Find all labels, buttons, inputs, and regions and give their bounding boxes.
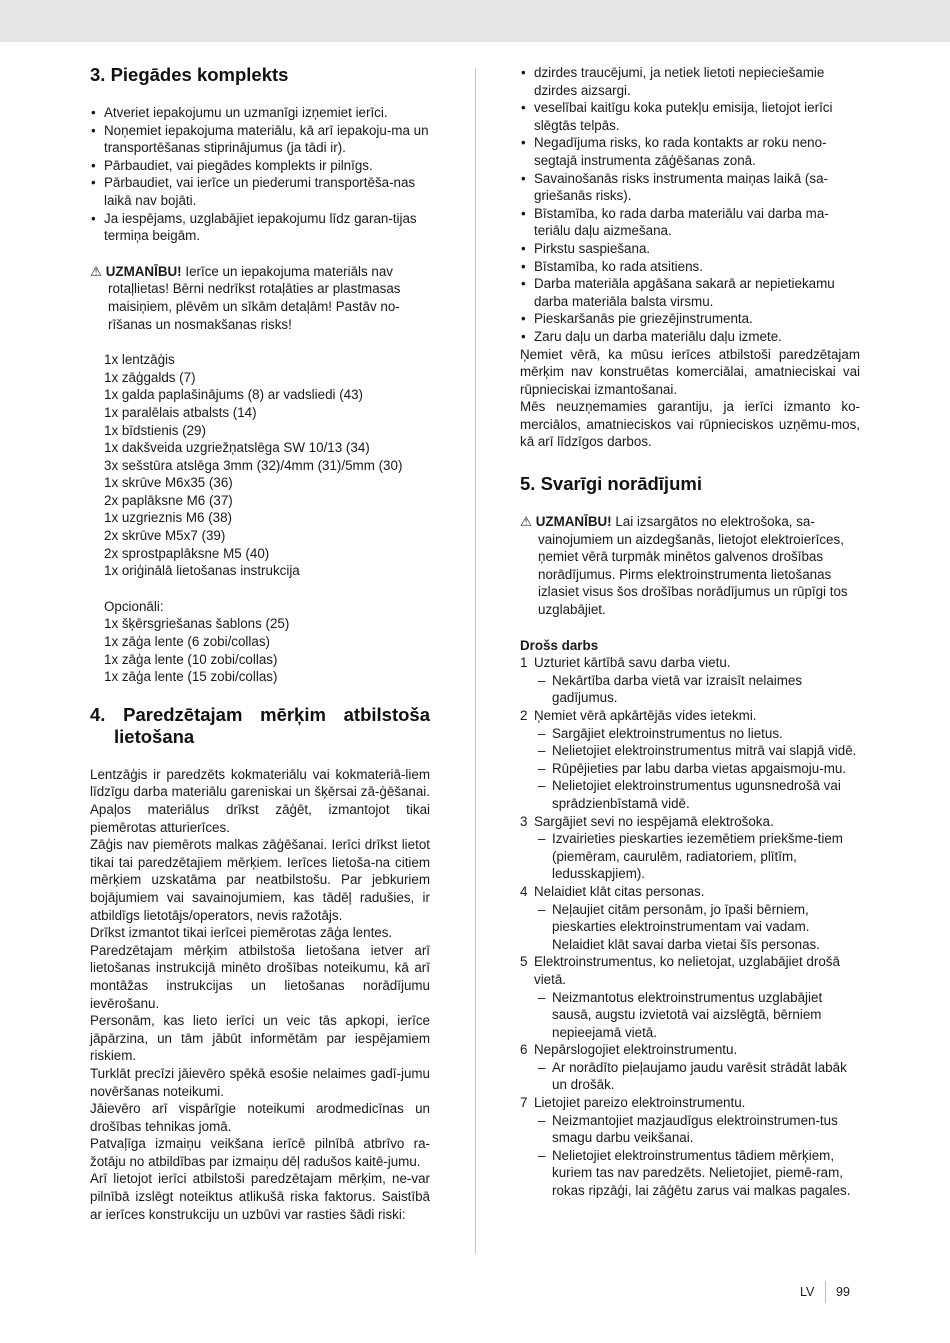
sub-item: – Nelietojiet elektroinstrumentus tādiem mērķiem, kuriem tas nav paredzēts. Nelietojiet, piemē-ram, rokas ripzāģi, lai zāģētu zarus vai malkas pagales. [520,1147,860,1200]
list-item: 2x paplāksne M6 (37) [104,492,233,508]
warning-triangle-icon: ⚠ [90,263,103,279]
optional-label: Opcionāli: [104,598,164,614]
list-item: • Pieskaršanās pie griezējinstrumenta. [520,310,860,328]
list-item: 1x skrūve M6x35 (36) [104,475,233,491]
section-3-list [90,104,430,245]
numbered-item [520,1094,860,1112]
paragraph: Ņemiet vērā, ka mūsu ierīces atbilstoši paredzētajam mērķim nav konstruētas komerciālai, amatnieciskai vai rūpnieciskai izmantošanai. [520,346,860,397]
paragraph: Turklāt precīzi jāievēro spēkā esošie nelaimes gadī-jumu novēršanas noteikumi. [90,1065,430,1099]
sub-item: – Ar norādīto pieļaujamo jaudu varēsit strādāt labāk un drošāk. [520,1059,860,1094]
page-number: 99 [836,1285,850,1299]
item-number: 2 [520,708,528,723]
numbered-item [520,813,860,831]
list-item: 1x paralēlais atbalsts (14) [104,404,257,420]
paragraph: Lentzāģis ir paredzēts kokmateriālu vai kokmateriā-liem līdzīgu darba materiālu gareniskai un šķērsai zā-ģēšanai. Apaļos materiālus drīkst zāģēt, izmantojot tikai piemērotas atturierīces. [90,766,430,835]
list-item: 1x galda paplašinājums (8) ar vadsliedi (43) [104,387,364,403]
item-number: 4 [520,883,528,899]
language-code: LV [800,1285,815,1299]
list-item: 1x zāģa lente (10 zobi/collas) [104,651,278,667]
list-item: • Negadījuma risks, ko rada kontakts ar roku neno-segtajā instrumenta zāģēšanas zonā. [520,134,860,169]
list-item: 1x zāģa lente (15 zobi/collas) [104,669,278,685]
item-number: 5 [520,954,528,970]
list-item: • Ja iespējams, uzglabājiet iepakojumu līdz garan-tijas termiņa beigām. [90,210,430,245]
paragraph: Patvaļīga izmaiņu veikšana ierīcē pilnībā atbrīvo ra-žotāju no atbildības par izmaiņu dēļ radušos kaitē-jumu. [90,1136,430,1169]
list-item: 2x sprostpaplāksne M5 (40) [104,545,270,561]
paragraph: Drīkst izmantot tikai ierīcei piemērotas zāģa lentes. [90,925,393,941]
list-item: • Bīstamība, ko rada darba materiālu vai darba ma-teriālu daļu aizmešana. [520,205,860,240]
list-item: 3x sešstūra atslēga 3mm (32)/4mm (31)/5mm (30) [104,457,403,473]
numbered-item [520,883,860,901]
item-text: Lietojiet pareizo elektroinstrumentu. [534,1095,746,1111]
top-band [0,0,950,42]
paragraph: Mēs neuzņemamies garantiju, ja ierīci izmanto ko-merciālos, amatnieciskos vai rūpnieciskos uzņēmu-mos, kā arī līdzīgos darbos. [520,399,860,450]
paragraph: Arī lietojot ierīci atbilstoši paredzētajam mērķim, ne-var pilnībā izslēgt noteiktus atlikušā riska faktorus. Saistībā ar ierīces konstrukciju un uzbūvi var rasties šādi riski: [90,1171,430,1222]
warning-triangle-icon: ⚠ [520,514,533,530]
paragraph: Paredzētajam mērķim atbilstoša lietošana ietver arī lietošanas instrukcijā minēto drošības noteikumu, kā arī montāžas instrukcijas un lietošanas norādījumu ievērošanu. [90,942,430,1011]
item-text: Nepārslogojiet elektroinstrumentu. [534,1042,738,1058]
list-item: • veselībai kaitīgu koka putekļu emisija, lietojot ierīci slēgtās telpās. [520,99,860,134]
list-item: 1x bīdstienis (29) [104,422,206,438]
item-number: 1 [520,655,528,671]
sub-item: – Sargājiet elektroinstrumentus no lietus. [520,725,860,743]
list-item: 1x zāģa lente (6 zobi/collas) [104,634,270,650]
numbered-item [520,953,860,988]
optional-list [90,598,430,686]
list-item: 2x skrūve M5x7 (39) [104,528,226,544]
risk-list [520,64,860,346]
section-4-heading: 4. Paredzētajam mērķim atbilstoša [90,703,430,725]
list-item: • Zaru daļu un darba materiālu daļu izmete. [520,328,860,346]
item-number: 7 [520,1095,528,1111]
page-footer [0,1284,950,1304]
list-item: 1x šķērsgriešanas šablons (25) [104,616,290,632]
list-item: • Bīstamība, ko rada atsitiens. [520,258,860,276]
sub-item: – Neizmantotus elektroinstrumentus uzglabājiet sausā, augstu izvietotā vai aizslēgtā, bērniem nepieejamā vietā. [520,989,860,1042]
warning-text: Ierīce un iepakojuma materiāls nav rotaļlietas! Bērni nedrīkst rotaļāties ar plastmasas maisiņiem, plēvēm un sīkām detaļām! Pastāv no-rīšanas un nosmakšanas risks! [108,263,401,332]
numbered-item [520,654,860,672]
list-item: • Savainošanās risks instrumenta maiņas laikā (sa-griešanās risks). [520,170,860,205]
list-item: • dzirdes traucējumi, ja netiek lietoti nepieciešamie dzirdes aizsargi. [520,64,860,99]
list-item: 1x lentzāģis [104,352,175,368]
sub-item: – Izvairieties pieskarties iezemētiem priekšme-tiem (piemēram, caurulēm, radiatoriem, plītīm, ledusskapjiem). [520,830,860,883]
list-item: 1x oriģinālā lietošanas instrukcija [104,563,300,579]
paragraph: Personām, kas lieto ierīci un veic tās apkopi, ierīce jāpārzina, un tām jābūt informētām par iespējamiem riskiem. [90,1013,430,1064]
sub-item: – Rūpējieties par labu darba vietas apgaismoju-mu. [520,760,860,778]
item-text: Nelaidiet klāt citas personas. [534,883,705,899]
warning-text: Lai izsargātos no elektrošoka, sa-vainojumiem un aizdegšanās, lietojot elektroierīces, ņemiet vērā turpmāk minētos galvenos drošības norādījumus. Pirms elektroinstrumenta lietošanas izlasiet visus šos drošības norādījumus un rūpīgi tos uzglabājiet. [538,514,848,618]
left-column [90,64,430,1223]
list-item: 1x zāģgalds (7) [104,369,196,385]
sub-item: – Nelietojiet elektroinstrumentus ugunsnedrošā vai sprādzienbīstamā vidē. [520,777,860,812]
item-text: Ņemiet vērā apkārtējās vides ietekmi. [534,708,757,723]
warning-label: UZMANĪBU! [105,263,182,279]
list-item: • Pirkstu saspiešana. [520,240,860,258]
sub-item: – Nekārtība darba vietā var izraisīt nelaimes gadījumus. [520,672,860,707]
sub-item: – Nelietojiet elektroinstrumentus mitrā vai slapjā vidē. [520,742,860,760]
kit-list [90,351,430,580]
footer-separator [825,1281,826,1303]
paragraph: Jāievēro arī vispārīgie noteikumi arodmedicīnas un drošības tehnikas jomā. [90,1101,430,1134]
item-text: Uzturiet kārtībā savu darba vietu. [534,655,731,671]
list-item: • Pārbaudiet, vai ierīce un piederumi transportēša-nas laikā nav bojāti. [90,174,430,209]
item-text: Sargājiet sevi no iespējamā elektrošoka. [534,813,774,829]
paragraph: Zāģis nav piemērots malkas zāģēšanai. Ierīci drīkst lietot tikai tai paredzētajiem mērķiem. Ierīces lietoša-na citiem mērķiem uzskatāma par neatbilstošu. Par jebkuriem bojājumiem vai savainojumiem, kas tādēļ radušies, ir atbildīgs lietotājs/operators, nevis ražotājs. [90,837,430,923]
section-3-heading: 3. Piegādes komplekts [90,64,289,85]
list-item: 1x uzgrieznis M6 (38) [104,510,233,526]
item-text: Elektroinstrumentus, ko nelietojat, uzglabājiet drošā vietā. [534,954,840,987]
list-item: • Atveriet iepakojumu un uzmanīgi izņemiet ierīci. [90,104,430,122]
section-4-heading-line2: lietošana [114,725,195,747]
warning-note [520,513,860,619]
right-column [520,64,860,1200]
sub-item: – Neļaujiet citām personām, jo īpaši bērniem, pieskarties elektroinstrumentam vai vadam. Nelaidiet klāt savai darba vietai šīs personas. [520,901,860,954]
subheading-safe-work: Drošs darbs [520,637,599,653]
column-divider [475,68,476,1254]
numbered-item [520,1041,860,1059]
warning-label: UZMANĪBU! [535,514,612,530]
list-item: • Pārbaudiet, vai piegādes komplekts ir pilnīgs. [90,157,430,175]
list-item: 1x dakšveida uzgriežņatslēga SW 10/13 (34) [104,440,370,456]
section-5-heading: 5. Svarīgi norādījumi [520,473,702,495]
sub-item: – Neizmantojiet mazjaudīgus elektroinstrumen-tus smagu darbu veikšanai. [520,1112,860,1147]
item-number: 3 [520,813,528,829]
warning-note [90,263,430,333]
list-item: • Noņemiet iepakojuma materiālu, kā arī iepakoju-ma un transportēšanas stiprinājumus (ja tādi ir). [90,122,430,157]
numbered-item [520,707,860,725]
item-number: 6 [520,1042,528,1058]
list-item: • Darba materiāla apgāšana sakarā ar nepietiekamu darba materiāla balsta virsmu. [520,275,860,310]
